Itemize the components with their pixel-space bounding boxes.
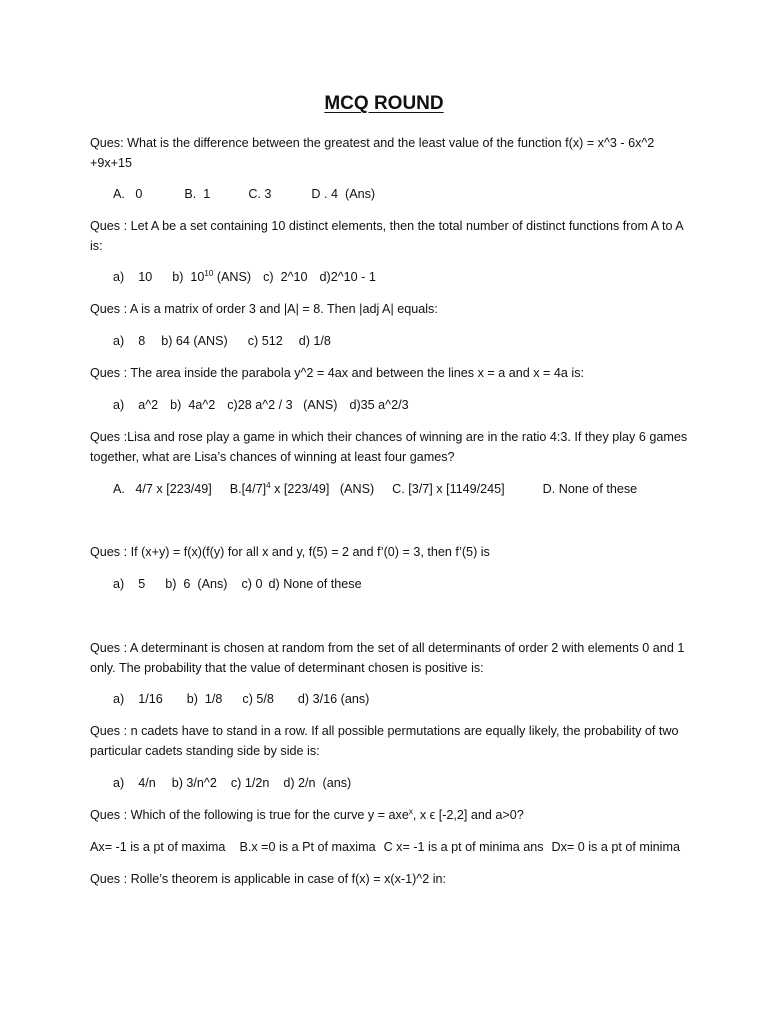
option: Ax= -1 is a pt of maxima	[90, 840, 226, 854]
question-2: Ques : Let A be a set containing 10 distinct elements, then the total number of distinct functions from A to A is:	[90, 219, 683, 253]
option: d) 1/8	[298, 334, 331, 348]
superscript: 10	[204, 268, 214, 278]
option: D . 4 (Ans)	[311, 187, 376, 201]
question-4-options	[113, 396, 409, 416]
question-8: Ques : n cadets have to stand in a row. If all possible permutations are equally likely, the probability of two particular cadets standing side by side is:	[90, 724, 679, 758]
question-5-options	[113, 480, 637, 500]
option: C. 3	[248, 187, 272, 201]
superscript: x	[408, 806, 413, 816]
option: b) 1/8	[186, 692, 223, 706]
superscript: 4	[266, 480, 271, 490]
page-title: MCQ ROUND	[324, 93, 444, 114]
option: b) 64 (ANS)	[161, 334, 228, 348]
option: x [223/49] (ANS)	[270, 482, 375, 496]
option: a) a^2	[113, 398, 159, 412]
option: a) 10	[113, 270, 153, 284]
question-2-options	[113, 268, 376, 288]
question-6: Ques : If (x+y) = f(x)(f(y) for all x and y, f(5) = 2 and f’(0) = 3, then f’(5) is	[90, 545, 490, 559]
question-9	[90, 806, 690, 826]
option: c) 1/2n	[230, 776, 270, 790]
option: d) None of these	[268, 577, 362, 591]
option: c) 0	[241, 577, 263, 591]
option: B.[4/7]	[229, 482, 267, 496]
question-9-text-rest: , x ϵ [-2,2] and a>0?	[412, 808, 524, 822]
option: Dx= 0 is a pt of minima	[551, 840, 680, 854]
question-7: Ques : A determinant is chosen at random from the set of all determinants of order 2 with elements 0 and 1 only. The probability that the value of determinant chosen is positive is:	[90, 641, 685, 675]
option: c) 512	[247, 334, 283, 348]
question-3: Ques : A is a matrix of order 3 and |A| = 8. Then |adj A| equals:	[90, 302, 438, 316]
option: b) 10	[172, 270, 205, 284]
option: (ANS)	[213, 270, 252, 284]
option: c) 2^10	[263, 270, 308, 284]
question-10: Ques : Rolle’s theorem is applicable in case of f(x) = x(x-1)^2 in:	[90, 872, 447, 886]
option: d)2^10 - 1	[319, 270, 376, 284]
question-7-options	[113, 690, 369, 710]
question-1: Ques: What is the difference between the greatest and the least value of the function f(x) = x^3 - 6x^2 +9x+15	[90, 136, 655, 170]
question-3-options	[113, 332, 331, 352]
option: d)35 a^2/3	[349, 398, 409, 412]
question-8-options	[113, 774, 351, 794]
question-9-options	[90, 838, 680, 858]
option: a) 1/16	[113, 692, 163, 706]
option: a) 8	[113, 334, 146, 348]
option: B.x =0 is a Pt of maxima	[239, 840, 376, 854]
option: B. 1	[184, 187, 211, 201]
option: A. 4/7 x [223/49]	[113, 482, 212, 496]
question-9-text: Ques : Which of the following is true for the curve y = axe	[90, 808, 409, 822]
option: c)28 a^2 / 3 (ANS)	[227, 398, 338, 412]
option: C x= -1 is a pt of minima ans	[383, 840, 544, 854]
question-1-options	[113, 185, 375, 205]
question-4: Ques : The area inside the parabola y^2 = 4ax and between the lines x = a and x = 4a is:	[90, 366, 585, 380]
option: d) 3/16 (ans)	[297, 692, 370, 706]
option: b) 4a^2	[170, 398, 216, 412]
option: b) 6 (Ans)	[165, 577, 228, 591]
option: A. 0	[113, 187, 143, 201]
option: a) 4/n	[113, 776, 156, 790]
option: b) 3/n^2	[171, 776, 217, 790]
option: c) 5/8	[242, 692, 274, 706]
option: D. None of these	[542, 482, 638, 496]
question-5: Ques :Lisa and rose play a game in which their chances of winning are in the ratio 4:3. If they play 6 games together, what are Lisa’s chances of winning at least four games?	[90, 430, 688, 464]
option: d) 2/n (ans)	[283, 776, 352, 790]
option: C. [3/7] x [1149/245]	[392, 482, 505, 496]
option: a) 5	[113, 577, 146, 591]
question-6-options	[113, 575, 362, 595]
